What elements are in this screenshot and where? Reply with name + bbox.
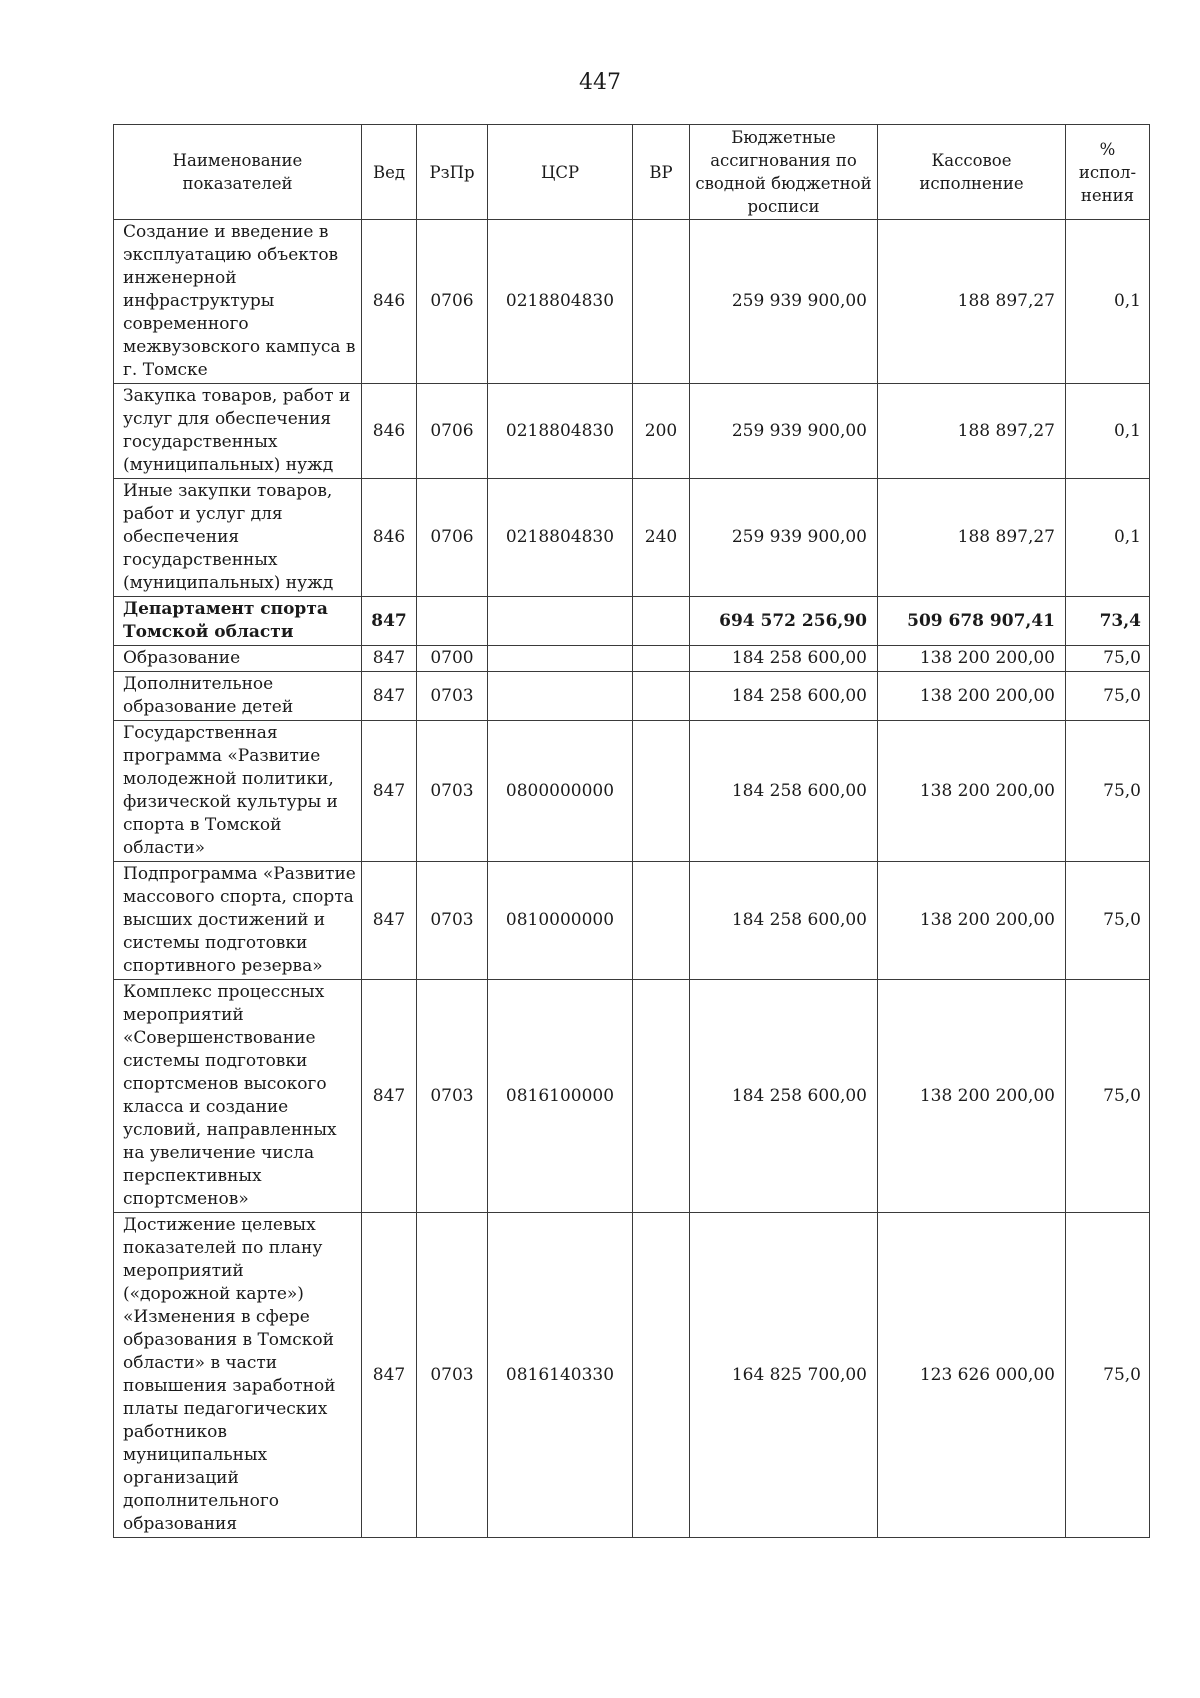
cell-rzpr xyxy=(417,597,488,646)
cell-rzpr: 0703 xyxy=(417,721,488,862)
cell-csr xyxy=(488,646,633,672)
table-row xyxy=(114,721,1150,862)
cell-ved: 846 xyxy=(362,479,417,597)
cell-plan: 259 939 900,00 xyxy=(690,384,878,479)
cell-csr: 0816140330 xyxy=(488,1213,633,1538)
cell-csr: 0218804830 xyxy=(488,479,633,597)
cell-csr: 0816100000 xyxy=(488,980,633,1213)
table-row xyxy=(114,672,1150,721)
cell-name: Иные закупки товаров, работ и услуг для обеспечения государственных (муниципальных) нужд xyxy=(114,479,362,597)
cell-pct: 75,0 xyxy=(1066,646,1150,672)
cell-pct: 75,0 xyxy=(1066,980,1150,1213)
cell-ved: 846 xyxy=(362,220,417,384)
cell-vr xyxy=(633,1213,690,1538)
table-row xyxy=(114,384,1150,479)
cell-pct: 75,0 xyxy=(1066,721,1150,862)
cell-vr xyxy=(633,862,690,980)
cell-name: Департамент спорта Томской области xyxy=(114,597,362,646)
cell-vr xyxy=(633,220,690,384)
cell-rzpr: 0703 xyxy=(417,980,488,1213)
header-ved: Вед xyxy=(362,125,417,220)
page-number: 447 xyxy=(579,70,621,95)
cell-name: Государственная программа «Развитие молодежной политики, физической культуры и спорта в Томской области» xyxy=(114,721,362,862)
cell-rzpr: 0703 xyxy=(417,1213,488,1538)
cell-csr: 0218804830 xyxy=(488,384,633,479)
cell-rzpr: 0700 xyxy=(417,646,488,672)
header-rzpr: РзПр xyxy=(417,125,488,220)
cell-name: Закупка товаров, работ и услуг для обеспечения государственных (муниципальных) нужд xyxy=(114,384,362,479)
cell-plan: 184 258 600,00 xyxy=(690,980,878,1213)
cell-rzpr: 0706 xyxy=(417,479,488,597)
cell-ved: 847 xyxy=(362,1213,417,1538)
cell-plan: 184 258 600,00 xyxy=(690,862,878,980)
cell-fact: 138 200 200,00 xyxy=(878,646,1066,672)
table-row xyxy=(114,220,1150,384)
cell-ved: 847 xyxy=(362,721,417,862)
cell-vr xyxy=(633,646,690,672)
header-fact: Кассовое исполнение xyxy=(878,125,1066,220)
budget-table xyxy=(113,124,1150,1538)
cell-name: Создание и введение в эксплуатацию объектов инженерной инфраструктуры современного межвузовского кампуса в г. Томске xyxy=(114,220,362,384)
cell-csr: 0810000000 xyxy=(488,862,633,980)
cell-rzpr: 0706 xyxy=(417,220,488,384)
cell-rzpr: 0706 xyxy=(417,384,488,479)
cell-pct: 0,1 xyxy=(1066,479,1150,597)
cell-plan: 259 939 900,00 xyxy=(690,220,878,384)
cell-fact: 138 200 200,00 xyxy=(878,980,1066,1213)
table-row xyxy=(114,980,1150,1213)
cell-rzpr: 0703 xyxy=(417,672,488,721)
cell-pct: 73,4 xyxy=(1066,597,1150,646)
table-row xyxy=(114,479,1150,597)
cell-vr: 240 xyxy=(633,479,690,597)
cell-fact: 123 626 000,00 xyxy=(878,1213,1066,1538)
cell-name: Комплекс процессных мероприятий «Совершенствование системы подготовки спортсменов высокого класса и создание условий, направленных на увеличение числа перспективных спортсменов» xyxy=(114,980,362,1213)
header-name: Наименование показателей xyxy=(114,125,362,220)
cell-pct: 0,1 xyxy=(1066,220,1150,384)
cell-fact: 138 200 200,00 xyxy=(878,862,1066,980)
cell-ved: 847 xyxy=(362,597,417,646)
cell-vr xyxy=(633,980,690,1213)
cell-vr xyxy=(633,721,690,862)
cell-pct: 0,1 xyxy=(1066,384,1150,479)
cell-plan: 184 258 600,00 xyxy=(690,646,878,672)
cell-plan: 184 258 600,00 xyxy=(690,721,878,862)
cell-fact: 188 897,27 xyxy=(878,479,1066,597)
cell-csr: 0218804830 xyxy=(488,220,633,384)
cell-plan: 184 258 600,00 xyxy=(690,672,878,721)
cell-ved: 847 xyxy=(362,672,417,721)
cell-plan: 164 825 700,00 xyxy=(690,1213,878,1538)
cell-fact: 138 200 200,00 xyxy=(878,721,1066,862)
cell-vr xyxy=(633,597,690,646)
table-row xyxy=(114,597,1150,646)
header-vr: ВР xyxy=(633,125,690,220)
cell-vr: 200 xyxy=(633,384,690,479)
cell-ved: 847 xyxy=(362,980,417,1213)
table-row xyxy=(114,646,1150,672)
cell-ved: 846 xyxy=(362,384,417,479)
cell-ved: 847 xyxy=(362,862,417,980)
cell-fact: 509 678 907,41 xyxy=(878,597,1066,646)
cell-ved: 847 xyxy=(362,646,417,672)
cell-plan: 694 572 256,90 xyxy=(690,597,878,646)
header-plan: Бюджетные ассигнования по сводной бюджетной росписи xyxy=(690,125,878,220)
cell-name: Образование xyxy=(114,646,362,672)
cell-name: Достижение целевых показателей по плану мероприятий («дорожной карте») «Изменения в сфере образования в Томской области» в части повышения заработной платы педагогических работников муниципальных организаций дополнительного образования xyxy=(114,1213,362,1538)
table-header-row xyxy=(114,125,1150,220)
cell-fact: 138 200 200,00 xyxy=(878,672,1066,721)
cell-csr xyxy=(488,672,633,721)
cell-rzpr: 0703 xyxy=(417,862,488,980)
cell-plan: 259 939 900,00 xyxy=(690,479,878,597)
table-row xyxy=(114,1213,1150,1538)
cell-pct: 75,0 xyxy=(1066,862,1150,980)
table-row xyxy=(114,862,1150,980)
header-pct: % испол-нения xyxy=(1066,125,1150,220)
cell-name: Подпрограмма «Развитие массового спорта, спорта высших достижений и системы подготовки спортивного резерва» xyxy=(114,862,362,980)
cell-fact: 188 897,27 xyxy=(878,220,1066,384)
header-csr: ЦСР xyxy=(488,125,633,220)
cell-pct: 75,0 xyxy=(1066,1213,1150,1538)
cell-csr: 0800000000 xyxy=(488,721,633,862)
cell-vr xyxy=(633,672,690,721)
cell-csr xyxy=(488,597,633,646)
cell-pct: 75,0 xyxy=(1066,672,1150,721)
cell-fact: 188 897,27 xyxy=(878,384,1066,479)
cell-name: Дополнительное образование детей xyxy=(114,672,362,721)
